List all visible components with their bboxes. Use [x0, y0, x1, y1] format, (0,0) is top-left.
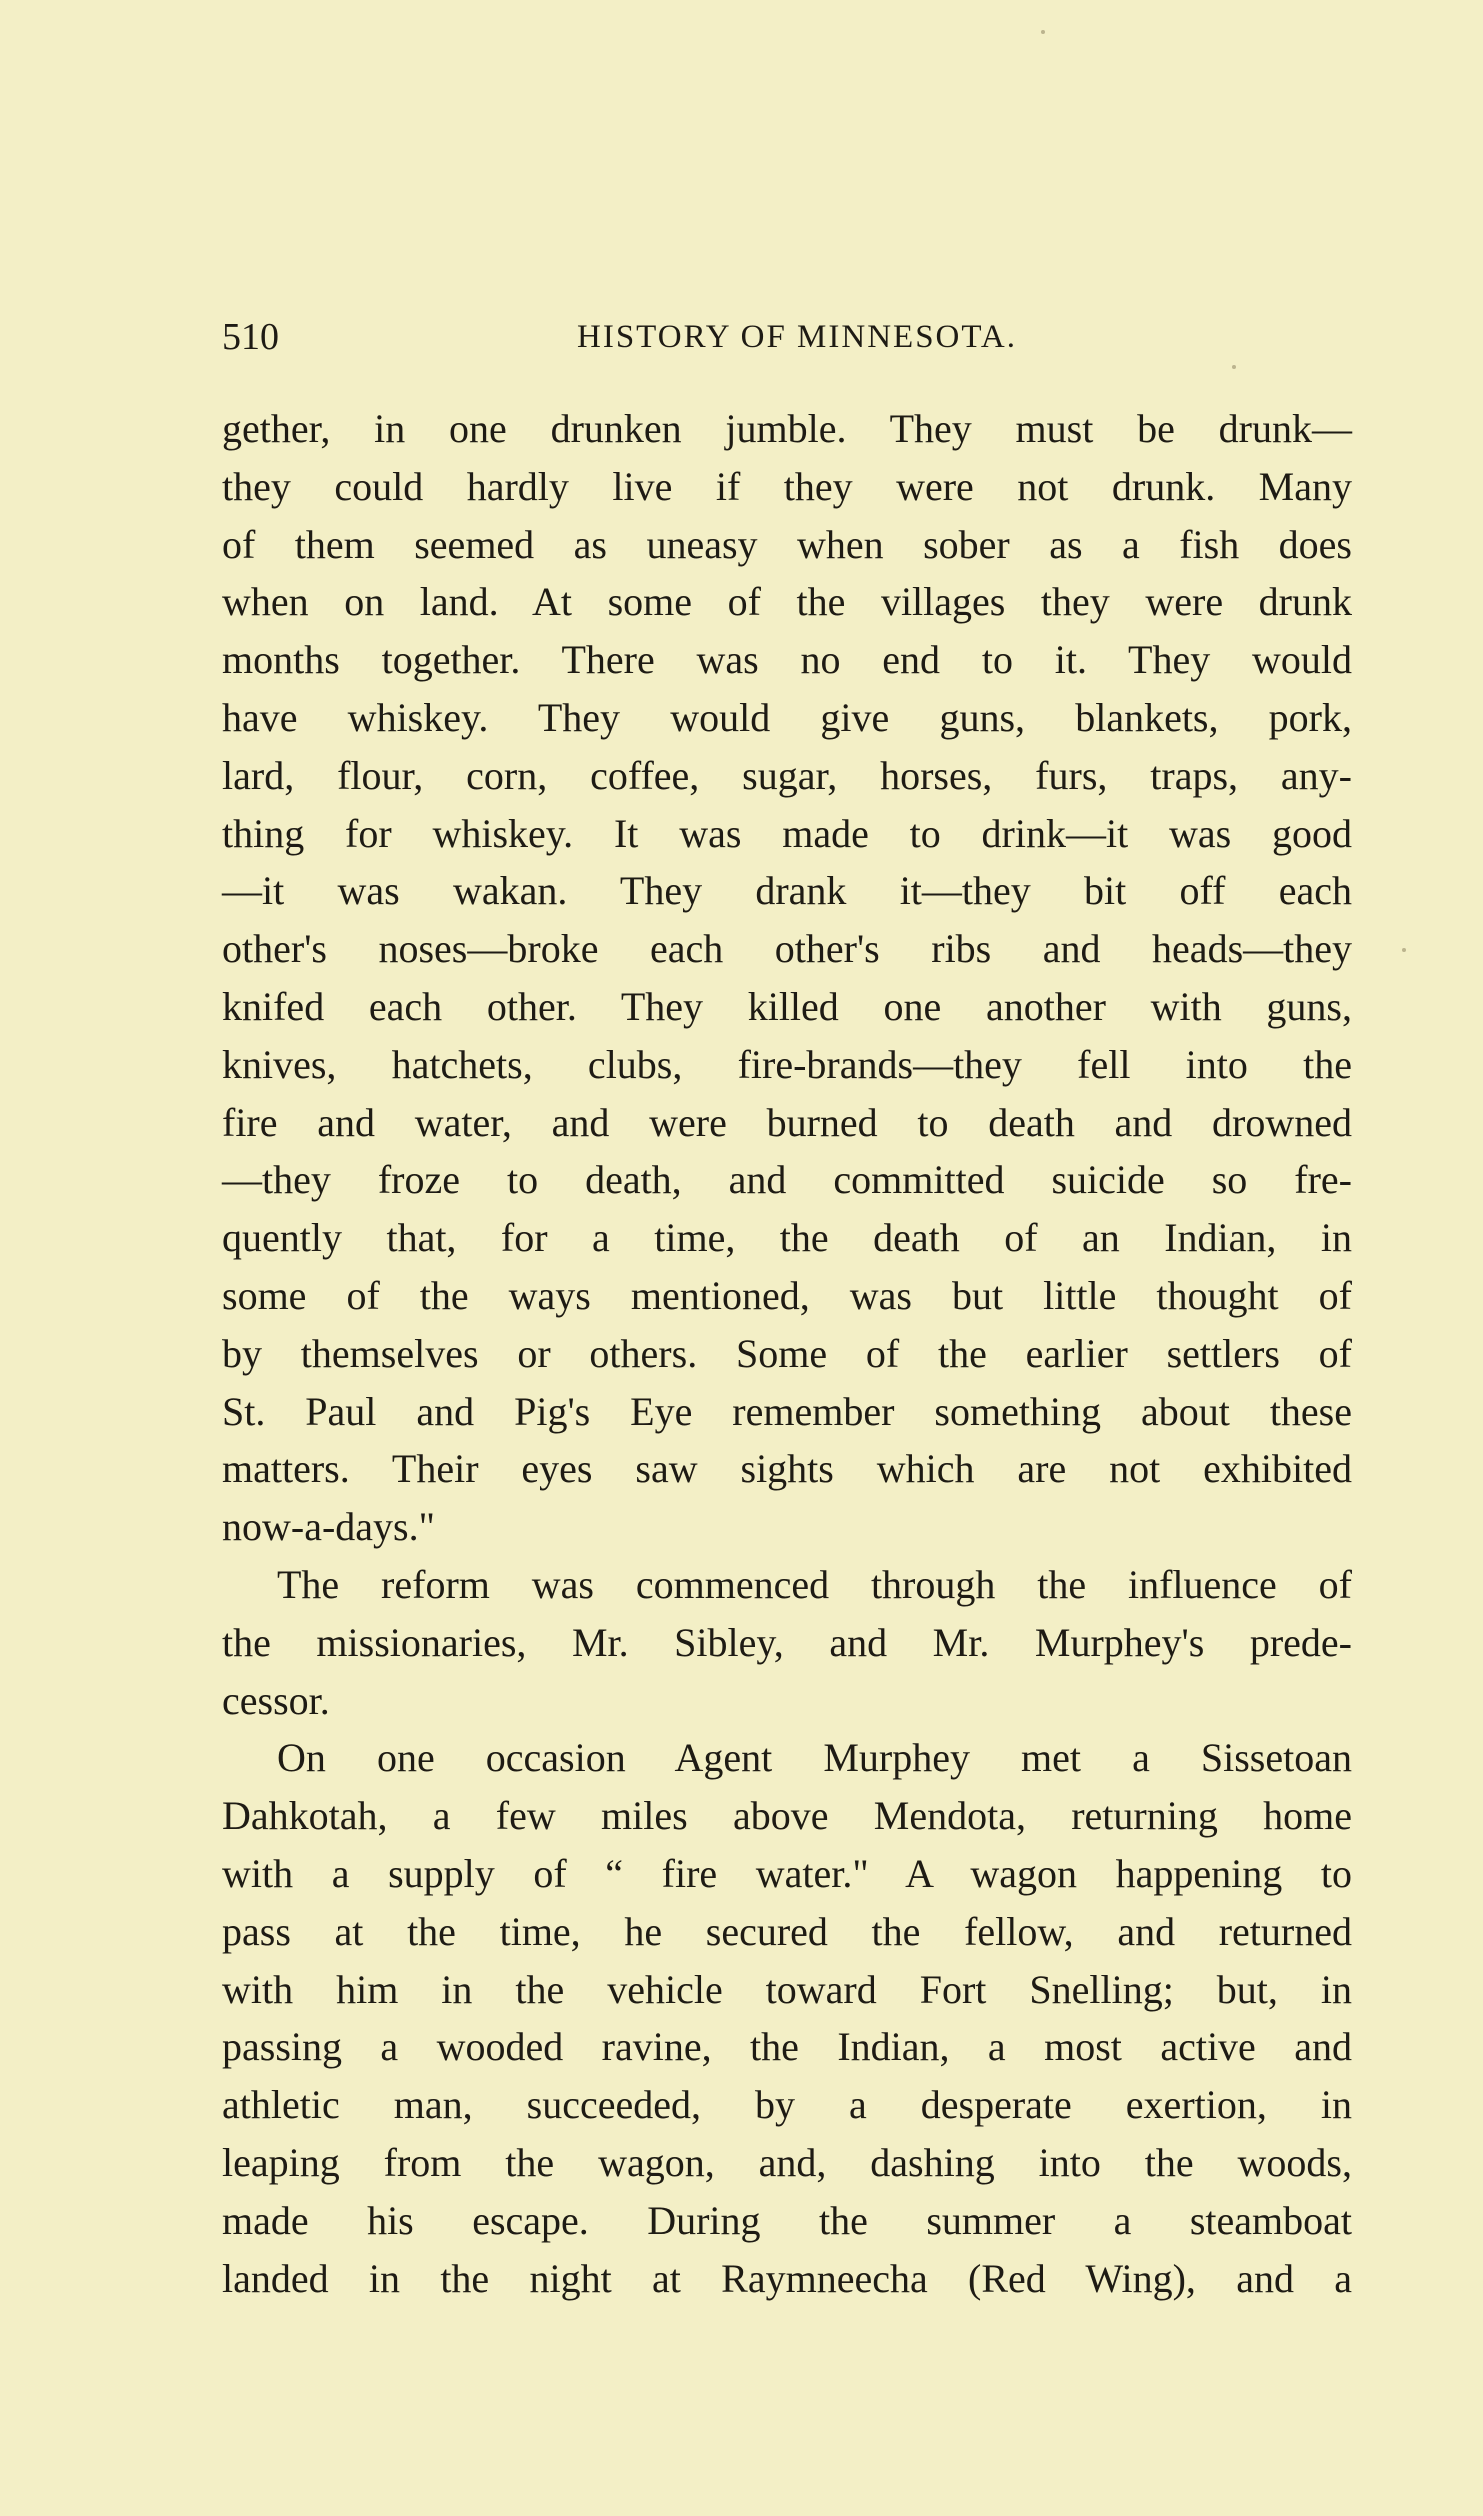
text-line: knives, hatchets, clubs, fire-brands—they fell into the: [222, 1041, 1352, 1087]
text-line: gether, in one drunken jumble. They must be drunk—: [222, 406, 1352, 451]
text-line: quently that, for a time, the death of an Indian, in: [222, 1215, 1352, 1261]
text-line: The reform was commenced through the influence of: [277, 1561, 1352, 1607]
text-line: St. Paul and Pig's Eye remember something about these: [222, 1388, 1352, 1434]
text-line: athletic man, succeeded, by a desperate exertion, in: [222, 2082, 1352, 2128]
text-line: —they froze to death, and committed suicide so fre-: [222, 1157, 1352, 1203]
text-line: made his escape. During the summer a steamboat: [222, 2197, 1352, 2243]
text-line: now-a-days.": [222, 1504, 435, 1550]
text-line: thing for whiskey. It was made to drink—it was good: [222, 810, 1352, 856]
text-line: passing a wooded ravine, the Indian, a most active and: [222, 2024, 1352, 2070]
text-line: they could hardly live if they were not drunk. Many: [222, 463, 1352, 509]
text-line: other's noses—broke each other's ribs and heads—they: [222, 926, 1352, 972]
paper-speck: [1232, 365, 1236, 369]
text-line: cessor.: [222, 1677, 330, 1723]
body-text: [222, 400, 1352, 2307]
text-line: knifed each other. They killed one another with guns,: [222, 983, 1352, 1029]
text-line: with him in the vehicle toward Fort Snelling; but, in: [222, 1966, 1352, 2012]
paper-speck: [1041, 30, 1045, 34]
text-line: fire and water, and were burned to death and drowned: [222, 1099, 1352, 1145]
text-line: of them seemed as uneasy when sober as a fish does: [222, 521, 1352, 567]
text-line: Dahkotah, a few miles above Mendota, returning home: [222, 1793, 1352, 1839]
text-line: months together. There was no end to it. They would: [222, 637, 1352, 683]
text-line: some of the ways mentioned, was but little thought of: [222, 1272, 1352, 1318]
text-line: matters. Their eyes saw sights which are not exhibited: [222, 1446, 1352, 1492]
text-line: —it was wakan. They drank it—they bit off each: [222, 868, 1352, 914]
text-line: On one occasion Agent Murphey met a Sissetoan: [277, 1735, 1352, 1781]
running-head: [222, 312, 1352, 362]
text-line: lard, flour, corn, coffee, sugar, horses, furs, traps, any-: [222, 752, 1352, 798]
text-line: by themselves or others. Some of the earlier settlers of: [222, 1330, 1352, 1376]
text-line: pass at the time, he secured the fellow, and returned: [222, 1908, 1352, 1954]
text-line: when on land. At some of the villages they were drunk: [222, 579, 1352, 625]
text-line: landed in the night at Raymneecha (Red Wing), and a: [222, 2255, 1352, 2301]
page-number: 510: [222, 316, 279, 358]
running-title: HISTORY OF MINNESOTA.: [577, 319, 1017, 355]
text-line: the missionaries, Mr. Sibley, and Mr. Murphey's prede-: [222, 1619, 1352, 1665]
text-line: have whiskey. They would give guns, blankets, pork,: [222, 694, 1352, 740]
text-line: with a supply of “ fire water." A wagon happening to: [222, 1850, 1352, 1896]
paper-speck: [1402, 948, 1406, 952]
text-line: leaping from the wagon, and, dashing into the woods,: [222, 2139, 1352, 2185]
